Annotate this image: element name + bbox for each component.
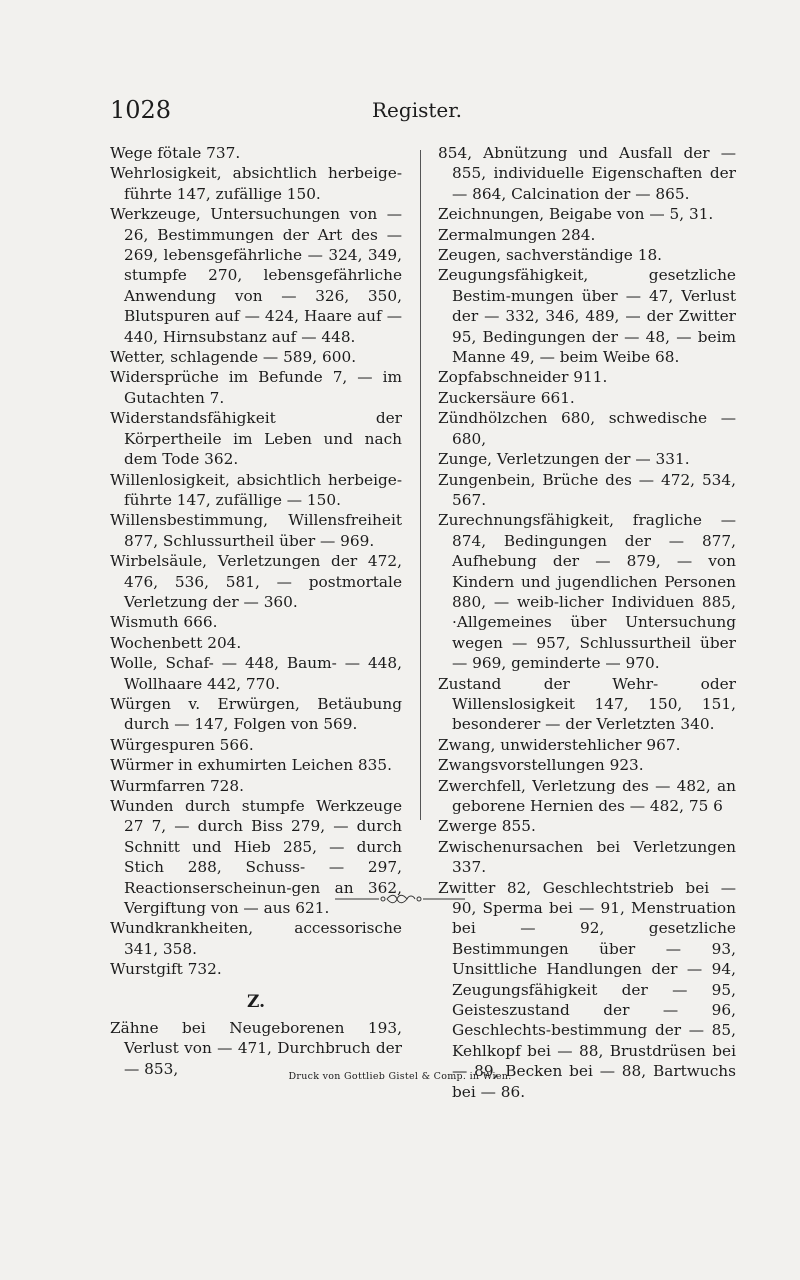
end-ornament: [0, 890, 800, 909]
index-entry: Wege fötale 737.: [110, 144, 241, 162]
index-entry: Wetter, schlagende — 589, 600.: [110, 348, 357, 367]
left-column: [110, 143, 402, 1079]
section-letter: Z.: [246, 991, 266, 1012]
index-entry: Wolle, Schaf- — 448, Baum- — 448, Wollhaare 442, 770.: [110, 654, 402, 693]
index-entry: Wismuth 666.: [110, 613, 218, 632]
index-entry: Zwerge 855.: [438, 817, 536, 836]
index-entry: Widerstandsfähigkeit der Körpertheile im Leben und nach dem Tode 362.: [110, 409, 402, 469]
index-entry: Willensbestimmung, Willensfreiheit 877, Schlussurtheil über — 969.: [110, 511, 402, 550]
column-rule: [420, 150, 421, 820]
index-entry: Wunden durch stumpfe Werkzeuge 27 7, — durch Biss 279, — durch Schnitt und Hieb 285, — durch Stich 288, Schuss- — 297, Reactionserscheinun-gen an 362, Vergiftung von — aus 621.: [110, 797, 402, 918]
right-column: [438, 143, 736, 1102]
running-head: Register.: [372, 98, 462, 122]
index-entry: Zunge, Verletzungen der — 331.: [438, 450, 690, 469]
index-entry: Zwerchfell, Verletzung des — 482, an geborene Hernien des — 482, 75 6: [438, 776, 736, 815]
index-entry: Würmer in exhumirten Leichen 835.: [110, 756, 392, 775]
index-entry: Wundkrankheiten, accessorische 341, 358.: [110, 919, 402, 958]
index-entry: Zwangsvorstellungen 923.: [438, 756, 644, 775]
index-entry: Zwischenursachen bei Verletzungen 337.: [438, 837, 736, 877]
index-entry: Zeugungsfähigkeit, gesetzliche Bestim-mungen über — 47, Verlust der — 332, 346, 489, — der Zwitter 95, Bedingungen der — 48, — beim Manne 49, — beim Weibe 68.: [438, 266, 736, 367]
index-entry: Wehrlosigkeit, absichtlich herbeige-führte 147, zufällige 150.: [110, 164, 402, 203]
index-entry: Wurstgift 732.: [110, 960, 222, 979]
index-entry: Willenlosigkeit, absichtlich herbeige-führte 147, zufällige — 150.: [110, 470, 402, 509]
printer-imprint: Druck von Gottlieb Gistel & Comp. in Wien.: [288, 1071, 512, 1082]
index-entry: Werkzeuge, Untersuchungen von — 26, Bestimmungen der Art des — 269, lebensgefährliche — 324, 349, stumpfe 270, lebensgefährliche Anwendung von — 326, 350, Blutspuren auf — 424, Haare auf — 440, Hirnsubstanz auf — 448.: [110, 205, 402, 346]
index-entry: Würgen v. Erwürgen, Betäubung durch — 147, Folgen von 569.: [110, 694, 402, 734]
index-entry: Zurechnungsfähigkeit, fragliche — 874, Bedingungen der — 877, Aufhebung der — 879, — von Kindern und jugendlichen Personen 880, — weib-licher Individuen 885, ·Allgemeines über Untersuchung wegen — 957, Schlussurtheil über — 969, geminderte — 970.: [438, 511, 736, 673]
index-entry: Zwang, unwiderstehlicher 967.: [438, 735, 681, 754]
index-entry: Zustand der Wehr- oder Willenslosigkeit 147, 150, 151, besonderer — der Verletzten 340.: [438, 674, 736, 734]
index-entry: Zeichnungen, Beigabe von — 5, 31.: [438, 205, 714, 224]
page-number: 1028: [110, 96, 172, 124]
index-entry: Zwitter 82, Geschlechtstrieb bei — 90, Sperma bei — 91, Menstruation bei — 92, gesetzliche Bestimmungen über — 93, Unsittliche Handlungen der — 94, Zeugungsfähigkeit der — 95, Geisteszustand der — 96, Geschlechts-bestimmung der — 85, Kehlkopf bei — 88, Brustdrüsen bei — 89, Becken bei — 88, Bartwuchs bei — 86.: [438, 878, 736, 1101]
index-entry: Zündhölzchen 680, schwedische — 680,: [438, 409, 736, 448]
index-entry: Wirbelsäule, Verletzungen der 472, 476, 536, 581, — postmortale Verletzung der — 360.: [110, 552, 402, 611]
index-entry: Wochenbett 204.: [110, 633, 242, 652]
index-entry: Zopfabschneider 911.: [438, 368, 608, 387]
index-entry: 854, Abnützung und Ausfall der — 855, individuelle Eigenschaften der — 864, Calcination der — 865.: [438, 144, 736, 203]
index-entry: Würgespuren 566.: [110, 735, 254, 754]
index-entry: Zermalmungen 284.: [438, 225, 596, 244]
index-entry: Zeugen, sachverständige 18.: [438, 246, 663, 265]
index-entry: Zähne bei Neugeborenen 193, Verlust von — 471, Durchbruch der — 853,: [110, 1019, 402, 1078]
index-entry: Widersprüche im Befunde 7, — im Gutachten 7.: [110, 368, 402, 407]
index-entry: Wurmfarren 728.: [110, 776, 245, 795]
index-entry: Zungenbein, Brüche des — 472, 534, 567.: [438, 470, 736, 509]
index-entry: Zuckersäure 661.: [438, 388, 575, 407]
